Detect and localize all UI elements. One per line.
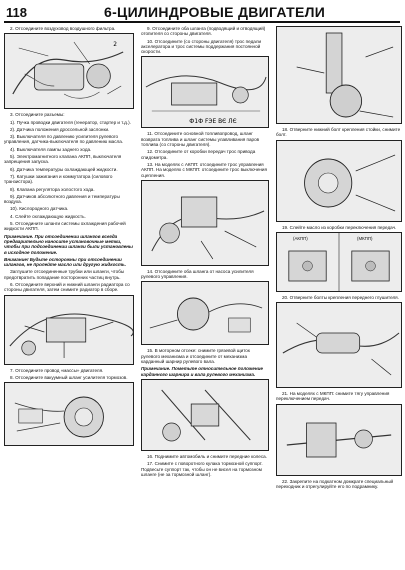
column-middle [141, 26, 269, 479]
strut-bolt-figure [276, 26, 402, 124]
plug-text: Заглушите отсоединенные трубки или шланги, чтобы предотвратить попадание посторонних частиц внутрь. [4, 269, 125, 280]
step-19-text: 19. Слейте масло из коробки переключения передач. [282, 224, 397, 230]
power-steering-figure [141, 281, 269, 345]
warning-text: Внимание! Будьте осторожны при отсоединении шлангов, не пролейте масло или другую жидкость. [4, 256, 127, 268]
list-item: 2). Датчика положения дроссельной заслонки. [10, 126, 110, 132]
step-15-text: 15. В моторном отсеке: снимите грязевой щиток рулевого механизма и отсоедините от механизма карданный шарнир рулевого вала. [141, 348, 250, 365]
step-20-text: 20. Отверните болты крепления переднего глушителя. [282, 294, 399, 300]
page-number: 118 [6, 5, 27, 20]
step-9-text: 9. Отсоедините оба шланга (подводящий и отводящий) отопителя со стороны двигателя. [141, 26, 266, 37]
muffler-figure [276, 302, 402, 388]
steering-joint-figure [141, 379, 269, 451]
engine-bay-figure-1 [4, 33, 134, 109]
list-item: 7). Катушки зажигания и коммутатора (силового транзистора). [4, 173, 113, 185]
step-14-text: 14. Отсоедините оба шланга от насоса усилителя рулевого управления. [141, 268, 254, 280]
list-item: 9). Датчиков абсолютного давления и температуры воздуха. [4, 193, 120, 205]
list-item: 5). Электромагнитного клапана АКПП, выключателя запрещения запуска. [4, 154, 122, 165]
list-item: 5. Отсоедините шланги системы охлаждения рабочей жидкости АКПП. [4, 221, 126, 232]
drain-plug-figure [276, 232, 402, 292]
knuckle-figure [276, 140, 402, 222]
step-13-text: 13. На моделях с АКПП: отсоедините трос управления АКПП. На моделях с МКПП: отсоедините трос выключения сцепления. [141, 161, 267, 178]
page-header [4, 3, 400, 23]
step-8-text: 8. Отсоедините вакуумный шланг усилителя тормозов. [10, 374, 128, 380]
step-3-text: 3. Отсоедините разъемы: [10, 112, 65, 118]
accelerator-cable-figure [141, 56, 269, 128]
step-22-text: 22. Закрепите на подкатном домкрате специальный переходник и отрегулируйте его по подрамнику. [276, 478, 394, 490]
header-rule [4, 21, 400, 23]
step-18-text: 18. Отверните нижний болт крепления стойки, снимите болт. [276, 127, 401, 138]
step-10-text: 10. Отсоедините (со стороны двигателя) трос педали акселератора и трос системы поддержания постоянной скорости. [141, 38, 262, 55]
list-item: 8). Клапана регулятора холостого хода. [10, 186, 95, 192]
step-16-text: 16. Поднимите автомобиль и снимите передние колеса. [147, 453, 267, 459]
list-item: 10). Кислородного датчика. [10, 206, 69, 212]
list-item: 6). Датчика температуры охлаждающей жидкости. [10, 166, 118, 172]
svg-text:2: 2 [113, 41, 118, 49]
brake-booster-figure [4, 382, 134, 446]
list-item: 3). Выключателя по давлению усилителя рулевого управления, датчика-выключателя по давлению масла. [4, 134, 124, 145]
step-15-note: Примечание. Пометьте относительное положение карданного шарнира и вала рулевого механизма. [141, 366, 263, 377]
note-text: Примечание. При отсоединении шлангов всегда предварительно наносите установочные метки, чтобы при подсоединении шланги были установлены в исходное положение. [4, 233, 133, 255]
step-11-text: 11. Отсоедините основной топливопровод, шланг возврата топлива и шланг системы улавливания паров топлива (со стороны двигателя). [141, 131, 260, 148]
figure-caption: Ф1Ф FЭЕ ВЄ ЛЄ [189, 118, 237, 126]
mkpp-label: (МКПП) [357, 235, 373, 241]
shift-rod-figure [276, 404, 402, 476]
list-item: 4. Слейте охлаждающую жидкость. [10, 213, 86, 219]
list-item: 4). Выключателя лампы заднего хода. [10, 146, 92, 152]
shift-cable-figure [141, 180, 269, 266]
step-12-text: 12. Отсоедините от коробки передач трос привода спидометра. [141, 149, 256, 160]
step-21-text: 21. На моделях с МКПП: снимите тягу управления переключением передач. [276, 391, 390, 402]
step-17-text: 17. Снимите с поворотного кулака тормозной суппорт. Подвесьте суппорт так, чтобы он не висел на тормозном шланге (не за тормозной шланг). [141, 461, 263, 477]
akpp-label: (АКПП) [293, 235, 308, 241]
step-6-text: 6. Отсоедините верхний и нижний шланги радиатора со стороны двигателя, затем снимите радиатор в сборе. [4, 282, 130, 293]
list-item: 1). Пучка проводки двигателя (генератор, стартер и т.д.). [10, 119, 131, 125]
step-2-text: 2. Отсоедините воздуховод воздушного фильтра. [10, 26, 116, 31]
chapter-title: 6-ЦИЛИНДРОВЫЕ ДВИГАТЕЛИ [104, 4, 326, 20]
column-left [4, 26, 134, 449]
step-7-text: 7. Отсоедините провод «массы» двигателя. [10, 367, 104, 373]
radiator-figure [4, 295, 134, 365]
column-right [276, 26, 402, 491]
